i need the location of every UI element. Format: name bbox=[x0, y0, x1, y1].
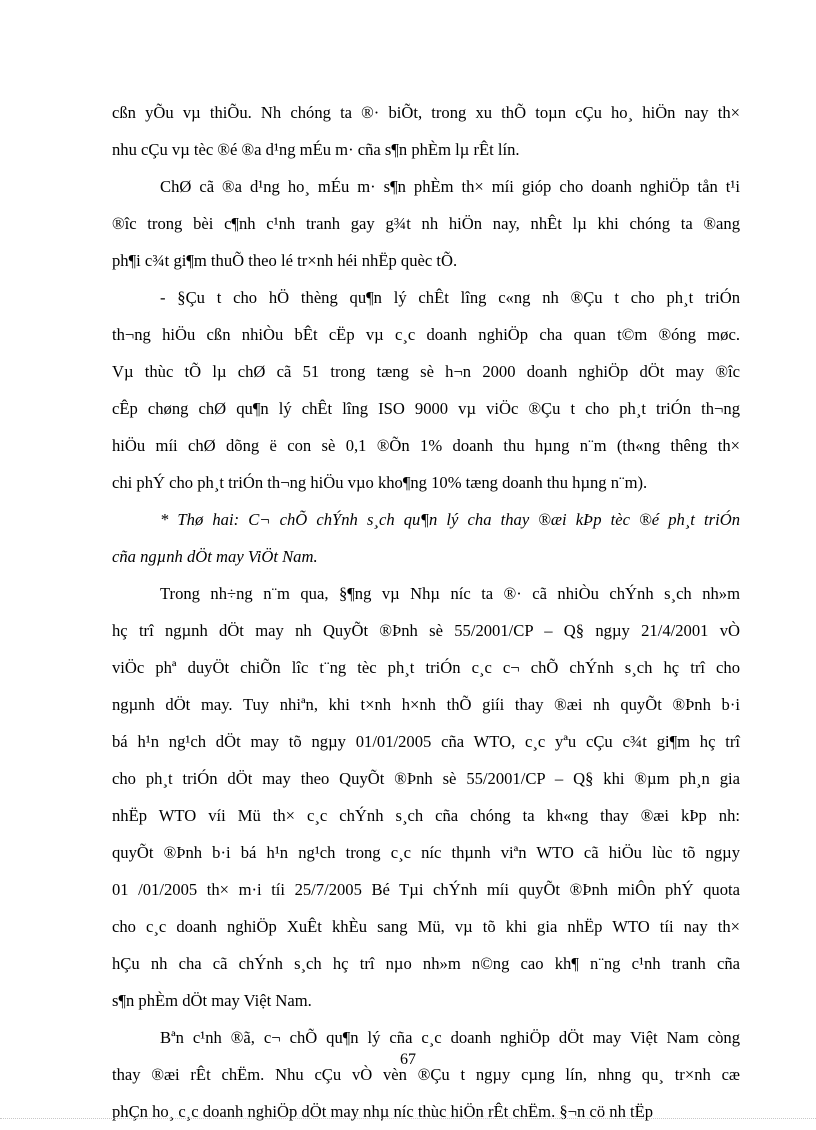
text-line: - §Çu t cho hÖ thèng qu¶n lý chÊt lîng c«ng nh ®Çu t cho ph¸t triÓn bbox=[160, 288, 740, 307]
text-line: th¬ng hiÖu cßn nhiÒu bÊt cËp vµ c¸c doanh nghiÖp cha quan t©m ®óng møc. bbox=[112, 325, 740, 344]
text-line: viÖc phª duyÖt chiÕn lîc t¨ng tèc ph¸t triÓn c¸c c¬ chÕ chÝnh s¸ch hç trî cho bbox=[112, 658, 740, 677]
text-line: ®îc trong bèi c¶nh c¹nh tranh gay g¾t nh hiÖn nay, nhÊt lµ khi chóng ta ®ang bbox=[112, 214, 740, 233]
text-line: s¶n phÈm dÖt may Việt Nam. bbox=[112, 991, 312, 1010]
text-line: phÇn ho¸ c¸c doanh nghiÖp dÖt may nhµ níc thùc hiÖn rÊt chËm. §¬n cö nh tËp bbox=[112, 1102, 654, 1121]
text-line: nhu cÇu vµ tèc ®é ®a d¹ng mÉu m· cña s¶n phÈm lµ rÊt lín. bbox=[112, 140, 520, 159]
paragraph bbox=[112, 1019, 740, 1130]
text-line: thay ®æi rÊt chËm. Nhu cÇu vÒ vèn ®Çu t ngµy cµng lín, nhng qu¸ tr×nh cæ bbox=[112, 1065, 740, 1084]
text-line: cho c¸c doanh nghiÖp XuÊt khÈu sang Mü, vµ tõ khi gia nhËp WTO tíi nay th× bbox=[112, 917, 740, 936]
paragraph bbox=[112, 279, 740, 501]
text-line: Trong nh÷ng n¨m qua, §¶ng vµ Nhµ níc ta ®· cã nhiÒu chÝnh s¸ch nh»m bbox=[160, 584, 740, 603]
text-line: Bªn c¹nh ®ã, c¬ chÕ qu¶n lý cña c¸c doanh nghiÖp dÖt may Việt Nam còng bbox=[160, 1028, 740, 1047]
text-line: hiÖu míi chØ dõng ë con sè 0,1 ®Õn 1% doanh thu hµng n¨m (th«ng thêng th× bbox=[112, 436, 740, 455]
paragraph bbox=[112, 94, 740, 168]
text-line: cßn yÕu vµ thiÕu. Nh chóng ta ®· biÕt, trong xu thÕ toµn cÇu ho¸ hiÖn nay th× bbox=[112, 103, 740, 122]
text-line: ChØ cã ®a d¹ng ho¸ mÉu m· s¶n phÈm th× míi gióp cho doanh nghiÖp tån t¹i bbox=[160, 177, 740, 196]
text-line: hÇu nh cha cã chÝnh s¸ch hç trî nµo nh»m n©ng cao kh¶ n¨ng c¹nh tranh cña bbox=[112, 954, 740, 973]
text-line: hç trî ngµnh dÖt may nh QuyÕt ®Þnh sè 55/2001/CP – Q§ ngµy 21/4/2001 vÒ bbox=[112, 621, 740, 640]
text-line: bá h¹n ng¹ch dÖt may tõ ngµy 01/01/2005 cña WTO, c¸c yªu cÇu c¾t gi¶m hç trî bbox=[112, 732, 740, 751]
text-line: ngµnh dÖt may. Tuy nhiªn, khi t×nh h×nh thÕ giíi thay ®æi nh quyÕt ®Þnh b·i bbox=[112, 695, 740, 714]
text-line: cña ngµnh dÖt may ViÖt Nam. bbox=[112, 547, 318, 566]
text-line: ph¶i c¾t gi¶m thuÕ theo lé tr×nh héi nhËp quèc tÕ. bbox=[112, 251, 458, 270]
paragraph bbox=[112, 168, 740, 279]
paragraph bbox=[112, 501, 740, 575]
text-line: 01 /01/2005 th× m·i tíi 25/7/2005 Bé Tµi chÝnh míi quyÕt ®Þnh miÔn phÝ quota bbox=[112, 880, 740, 899]
page-bottom-divider bbox=[0, 1118, 816, 1119]
text-line: cÊp chøng chØ qu¶n lý chÊt lîng ISO 9000 vµ viÖc ®Çu t cho ph¸t triÓn th¬ng bbox=[112, 399, 740, 418]
paragraph bbox=[112, 575, 740, 1019]
text-line: Vµ thùc tÕ lµ chØ cã 51 trong tæng sè h¬n 2000 doanh nghiÖp dÖt may ®îc bbox=[112, 362, 740, 381]
text-line: cho ph¸t triÓn dÖt may theo QuyÕt ®Þnh sè 55/2001/CP – Q§ khi ®µm ph¸n gia bbox=[112, 769, 740, 788]
body-text bbox=[112, 94, 740, 1130]
page-number: 67 bbox=[400, 1051, 416, 1068]
text-line: nhËp WTO víi Mü th× c¸c chÝnh s¸ch cña chóng ta kh«ng thay ®æi kÞp nh: bbox=[112, 806, 740, 825]
text-line: quyÕt ®Þnh b·i bá h¹n ng¹ch trong c¸c níc thµnh viªn WTO cã hiÖu lùc tõ ngµy bbox=[112, 843, 740, 862]
text-line: chi phÝ cho ph¸t triÓn th¬ng hiÖu vµo kho¶ng 10% tæng doanh thu hµng n¨m). bbox=[112, 473, 648, 492]
text-line: * Thø hai: C¬ chÕ chÝnh s¸ch qu¶n lý cha thay ®æi kÞp tèc ®é ph¸t triÓn bbox=[160, 510, 740, 529]
